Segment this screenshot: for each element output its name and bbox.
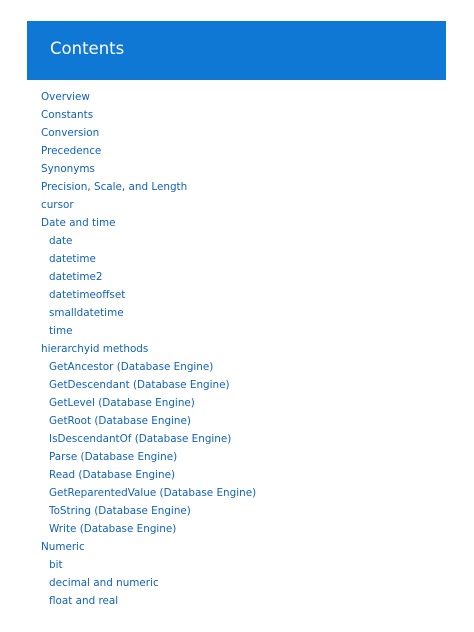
toc-link[interactable]: hierarchyid methods [41,343,149,355]
toc-link[interactable]: Parse (Database Engine) [49,451,178,463]
toc-link[interactable]: time [49,325,73,337]
toc-link[interactable]: cursor [41,199,74,211]
toc-link[interactable]: Numeric [41,541,85,553]
toc-link[interactable]: datetime [49,253,96,265]
toc-link[interactable]: decimal and numeric [49,577,159,589]
toc-link[interactable]: GetAncestor (Database Engine) [49,361,214,373]
table-of-contents [0,88,474,610]
toc-link[interactable]: float and real [49,595,119,607]
toc-link[interactable]: GetReparentedValue (Database Engine) [49,487,257,499]
toc-link[interactable]: IsDescendantOf (Database Engine) [49,433,232,445]
toc-link[interactable]: ToString (Database Engine) [49,505,191,517]
toc-link[interactable]: bit [49,559,63,571]
toc-link[interactable]: Date and time [41,217,116,229]
toc-link[interactable]: datetime2 [49,271,103,283]
page-title: Contents [50,39,125,58]
toc-link[interactable]: Read (Database Engine) [49,469,176,481]
contents-header [27,21,446,80]
toc-link[interactable]: Constants [41,109,94,121]
toc-link[interactable]: Synonyms [41,163,95,175]
toc-link[interactable]: Precedence [41,145,102,157]
toc-link[interactable]: Write (Database Engine) [49,523,177,535]
toc-link[interactable]: GetRoot (Database Engine) [49,415,191,427]
toc-link[interactable]: Conversion [41,127,100,139]
toc-link[interactable]: datetimeoffset [49,289,126,301]
toc-link[interactable]: GetLevel (Database Engine) [49,397,195,409]
toc-link[interactable]: Precision, Scale, and Length [41,181,188,193]
toc-link[interactable]: date [49,235,73,247]
toc-link[interactable]: GetDescendant (Database Engine) [49,379,230,391]
toc-link[interactable]: Overview [41,91,90,103]
toc-link[interactable]: smalldatetime [49,307,124,319]
